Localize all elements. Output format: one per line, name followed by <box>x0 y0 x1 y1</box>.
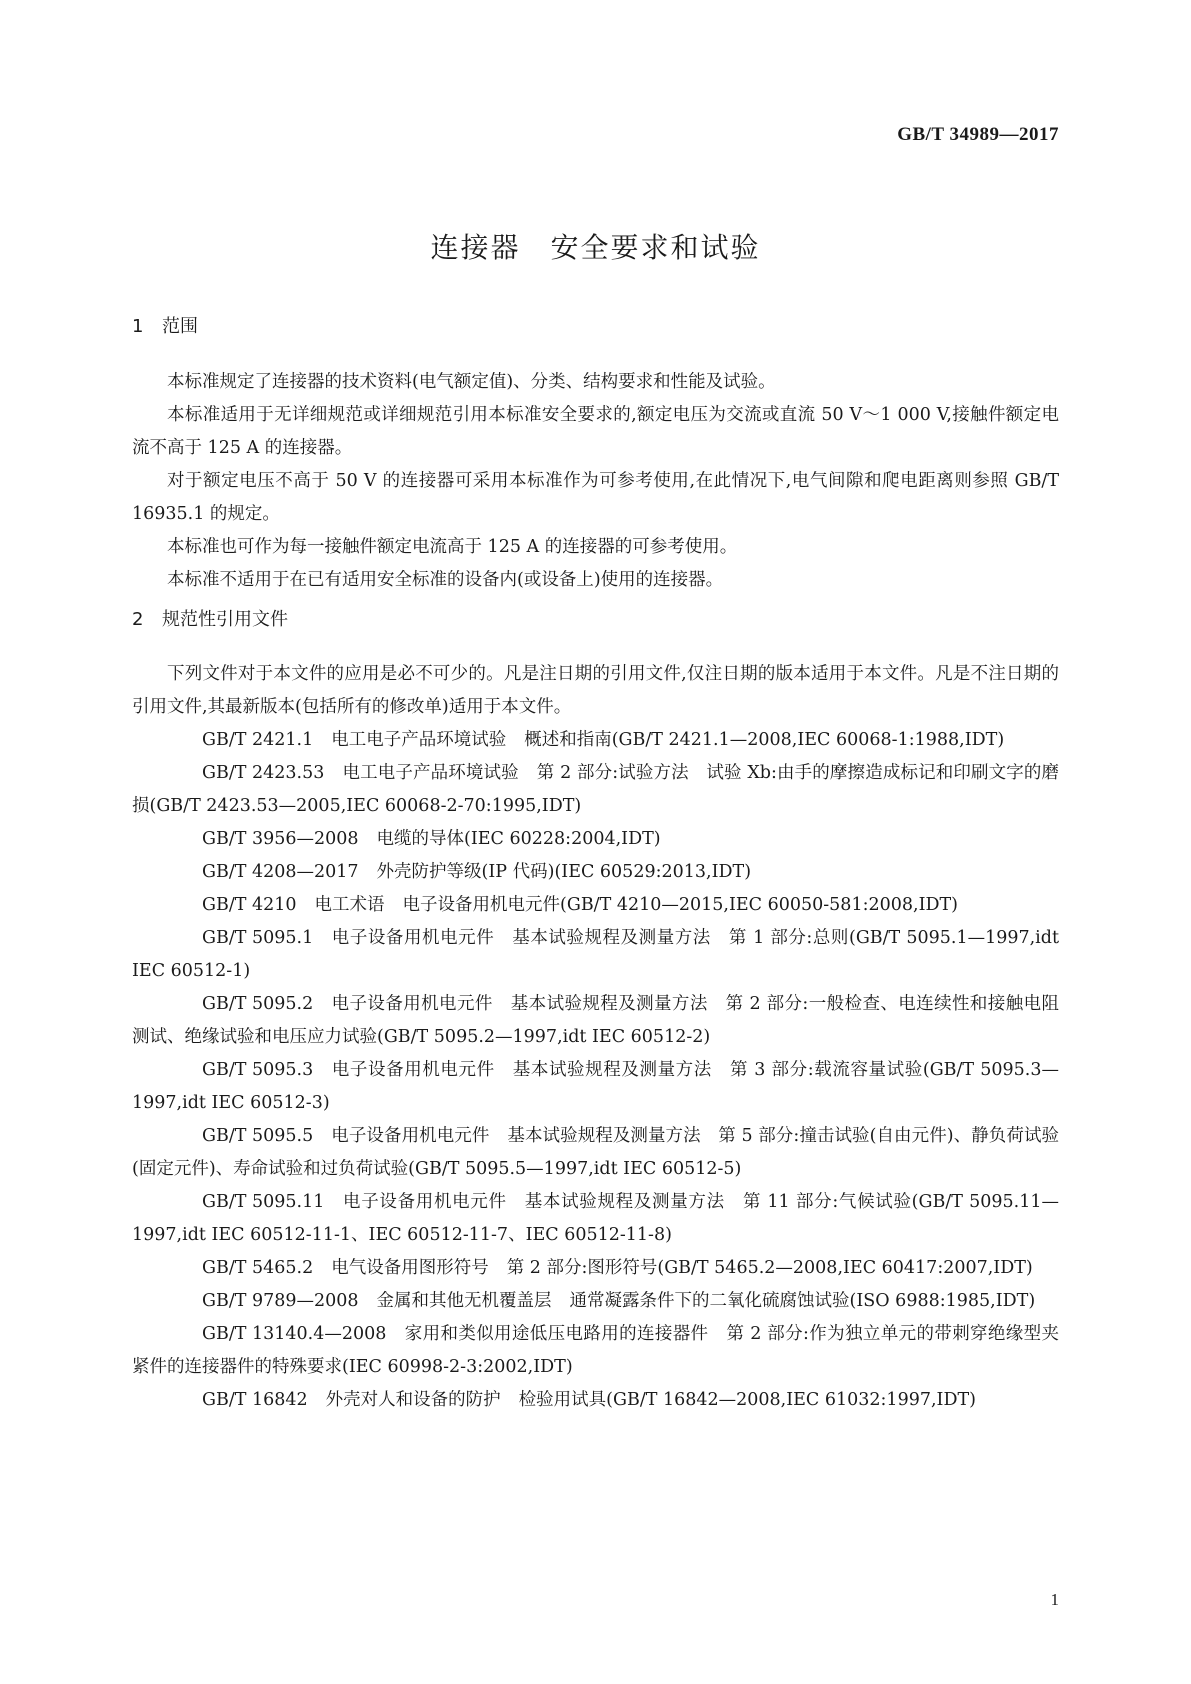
section-1-body <box>132 366 1059 597</box>
section-2-number: 2 <box>132 609 144 630</box>
section-1-title: 范围 <box>162 316 198 337</box>
scope-paragraph: 本标准不适用于在已有适用安全标准的设备内(或设备上)使用的连接器。 <box>167 570 724 590</box>
reference-item: GB/T 5095.2 电子设备用机电元件 基本试验规程及测量方法 第 2 部分:一般检查、电连续性和接触电阻测试、绝缘试验和电压应力试验(GB/T 5095.2—1997,idt IEC 60512-2) <box>132 994 1060 1047</box>
reference-item: GB/T 5095.11 电子设备用机电元件 基本试验规程及测量方法 第 11 部分:气候试验(GB/T 5095.11—1997,idt IEC 60512-11-1、IEC 60512-11-7、IEC 60512-11-8) <box>132 1192 1060 1245</box>
reference-item: GB/T 16842 外壳对人和设备的防护 检验用试具(GB/T 16842—2008,IEC 61032:1997,IDT) <box>202 1390 976 1410</box>
scope-paragraph: 对于额定电压不高于 50 V 的连接器可采用本标准作为可参考使用,在此情况下,电气间隙和爬电距离则参照 GB/T 16935.1 的规定。 <box>132 471 1059 524</box>
section-1-heading <box>132 312 198 338</box>
scope-paragraph: 本标准规定了连接器的技术资料(电气额定值)、分类、结构要求和性能及试验。 <box>167 372 776 392</box>
scope-paragraph: 本标准适用于无详细规范或详细规范引用本标准安全要求的,额定电压为交流或直流 50 V～1 000 V,接触件额定电流不高于 125 A 的连接器。 <box>132 405 1059 458</box>
scope-paragraph: 本标准也可作为每一接触件额定电流高于 125 A 的连接器的可参考使用。 <box>167 537 738 557</box>
section-2-title: 规范性引用文件 <box>162 609 288 630</box>
reference-item: GB/T 4208—2017 外壳防护等级(IP 代码)(IEC 60529:2013,IDT) <box>202 862 752 882</box>
reference-item: GB/T 2421.1 电工电子产品环境试验 概述和指南(GB/T 2421.1—2008,IEC 60068-1:1988,IDT) <box>202 730 1005 750</box>
reference-item: GB/T 5095.5 电子设备用机电元件 基本试验规程及测量方法 第 5 部分:撞击试验(自由元件)、静负荷试验(固定元件)、寿命试验和过负荷试验(GB/T 5095.5—1997,idt IEC 60512-5) <box>132 1126 1060 1179</box>
reference-item: GB/T 5465.2 电气设备用图形符号 第 2 部分:图形符号(GB/T 5465.2—2008,IEC 60417:2007,IDT) <box>202 1258 1033 1278</box>
section-2-body <box>132 658 1059 1417</box>
page-title <box>0 226 1191 266</box>
reference-item: GB/T 5095.3 电子设备用机电元件 基本试验规程及测量方法 第 3 部分:载流容量试验(GB/T 5095.3—1997,idt IEC 60512-3) <box>132 1060 1060 1113</box>
reference-item: GB/T 2423.53 电工电子产品环境试验 第 2 部分:试验方法 试验 Xb:由手的摩擦造成标记和印刷文字的磨损(GB/T 2423.53—2005,IEC 60068-2-70:1995,IDT) <box>132 763 1060 816</box>
title-part-1: 连接器 <box>430 231 521 264</box>
standard-code: GB/T 34989—2017 <box>897 124 1059 145</box>
section-1-number: 1 <box>132 316 144 337</box>
title-part-2: 安全要求和试验 <box>550 231 761 264</box>
reference-item: GB/T 5095.1 电子设备用机电元件 基本试验规程及测量方法 第 1 部分:总则(GB/T 5095.1—1997,idt IEC 60512-1) <box>132 928 1060 981</box>
reference-item: GB/T 9789—2008 金属和其他无机覆盖层 通常凝露条件下的二氧化硫腐蚀试验(ISO 6988:1985,IDT) <box>202 1291 1036 1311</box>
reference-item: GB/T 3956—2008 电缆的导体(IEC 60228:2004,IDT) <box>202 829 661 849</box>
section-2-heading <box>132 605 288 631</box>
page-number: 1 <box>1050 1590 1059 1609</box>
reference-item: GB/T 13140.4—2008 家用和类似用途低压电路用的连接器件 第 2 部分:作为独立单元的带刺穿绝缘型夹紧件的连接器件的特殊要求(IEC 60998-2-3:2002,IDT) <box>132 1324 1060 1377</box>
references-intro: 下列文件对于本文件的应用是必不可少的。凡是注日期的引用文件,仅注日期的版本适用于本文件。凡是不注日期的引用文件,其最新版本(包括所有的修改单)适用于本文件。 <box>132 664 1059 717</box>
reference-item: GB/T 4210 电工术语 电子设备用机电元件(GB/T 4210—2015,IEC 60050-581:2008,IDT) <box>202 895 959 915</box>
